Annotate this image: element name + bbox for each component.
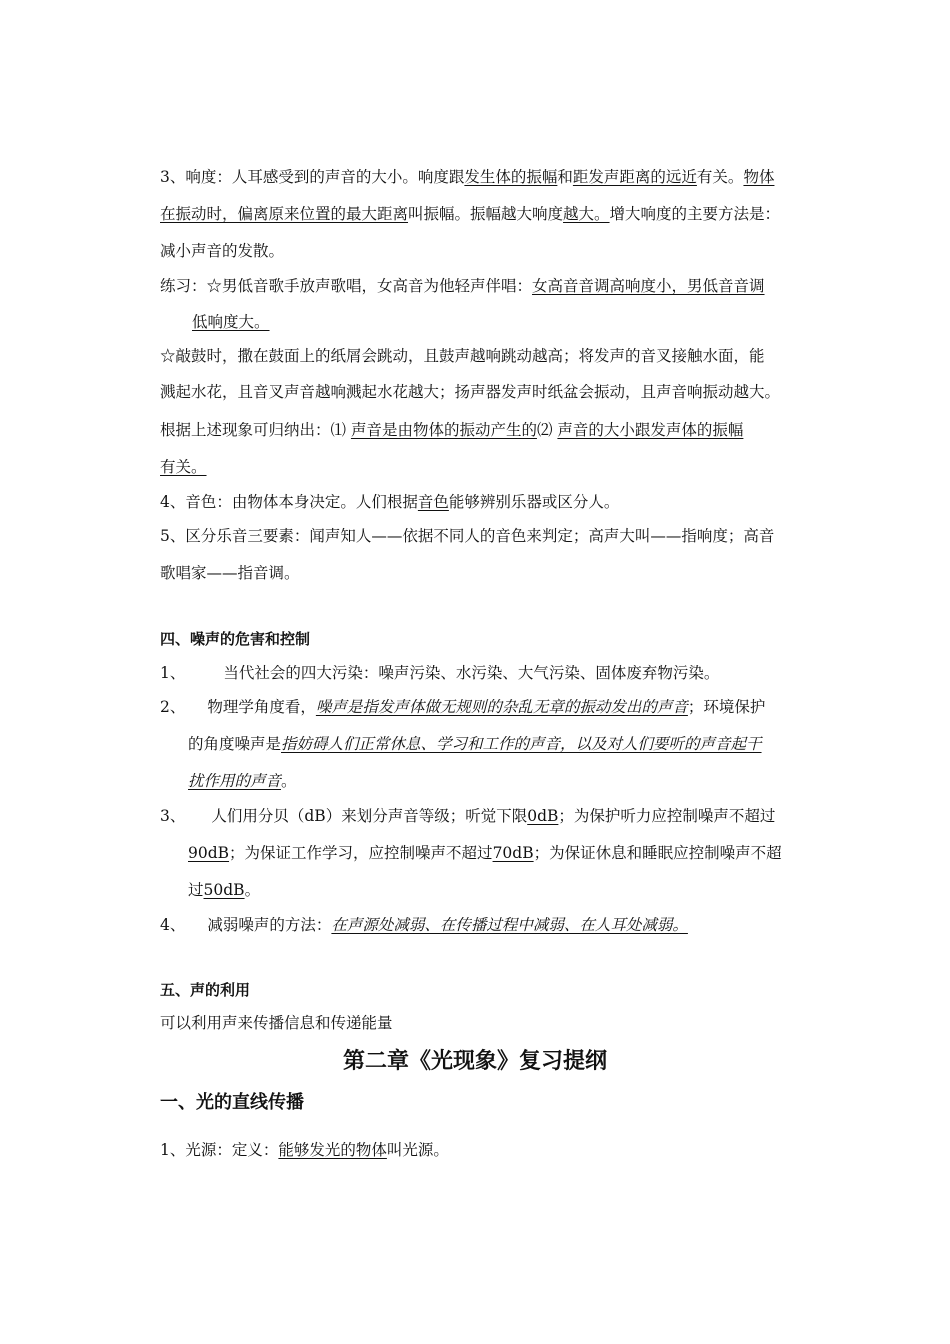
noise-heading: 四、噪声的危害和控制 xyxy=(160,630,311,648)
practice-line-5: 根据上述现象可归纳出：⑴ 声音是由物体的振动产生的⑵ 声音的大小跟发声体的振幅 xyxy=(160,421,744,439)
noise-item-3: 3、 人们用分贝（dB）来划分声音等级；听觉下限0dB；为保护听力应控制噪声不超过 xyxy=(160,807,776,825)
noise-item-2: 2、 物理学角度看，噪声是指发声体做无规则的杂乱无章的振动发出的声音；环境保护 xyxy=(160,698,766,716)
section-heading-light-propagation: 一、光的直线传播 xyxy=(160,1092,304,1113)
light-source-line: 1、光源：定义：能够发光的物体叫光源。 xyxy=(160,1141,449,1159)
practice-line-2: 低响度大。 xyxy=(192,313,270,331)
use-heading: 五、声的利用 xyxy=(160,981,251,999)
chapter-title: 第二章《光现象》复习提纲 xyxy=(342,1049,607,1074)
loudness-line-3: 减小声音的发散。 xyxy=(160,242,285,260)
noise-item-3-line-3: 过50dB。 xyxy=(188,881,261,899)
noise-item-2-line-2: 的角度噪声是指妨碍人们正常休息、学习和工作的声音，以及对人们要听的声音起干 xyxy=(188,735,762,753)
practice-line-6: 有关。 xyxy=(160,458,207,476)
noise-item-1: 1、 当代社会的四大污染：噪声污染、水污染、大气污染、固体废弃物污染。 xyxy=(160,664,720,682)
elements-line-2: 歌唱家——指音调。 xyxy=(160,564,300,582)
loudness-line-2: 在振动时，偏离原来位置的最大距离叫振幅。振幅越大响度越大。增大响度的主要方法是： xyxy=(160,205,781,223)
use-text: 可以利用声来传播信息和传递能量 xyxy=(160,1014,393,1032)
noise-item-3-line-2: 90dB；为保证工作学习，应控制噪声不超过70dB；为保证休息和睡眠应控制噪声不超 xyxy=(188,844,782,862)
elements-line-1: 5、区分乐音三要素：闻声知人——依据不同人的音色来判定；高声大叫——指响度；高音 xyxy=(160,527,775,545)
timbre-line: 4、音色：由物体本身决定。人们根据音色能够辨别乐器或区分人。 xyxy=(160,493,620,511)
loudness-line-1: 3、响度：人耳感受到的声音的大小。响度跟发生体的振幅和距发声距离的远近有关。物体 xyxy=(160,168,775,186)
noise-item-4: 4、 减弱噪声的方法：在声源处减弱、在传播过程中减弱、在人耳处减弱。 xyxy=(160,916,688,934)
practice-line-3: ☆敲鼓时，撒在鼓面上的纸屑会跳动，且鼓声越响跳动越高；将发声的音叉接触水面，能 xyxy=(160,347,765,365)
practice-line-4: 溅起水花，且音叉声音越响溅起水花越大；扬声器发声时纸盆会振动，且声音响振动越大。 xyxy=(160,383,781,401)
practice-line-1: 练习：☆男低音歌手放声歌唱，女高音为他轻声伴唱：女高音音调高响度小，男低音音调 xyxy=(160,277,765,295)
noise-item-2-line-3: 扰作用的声音。 xyxy=(188,772,297,790)
